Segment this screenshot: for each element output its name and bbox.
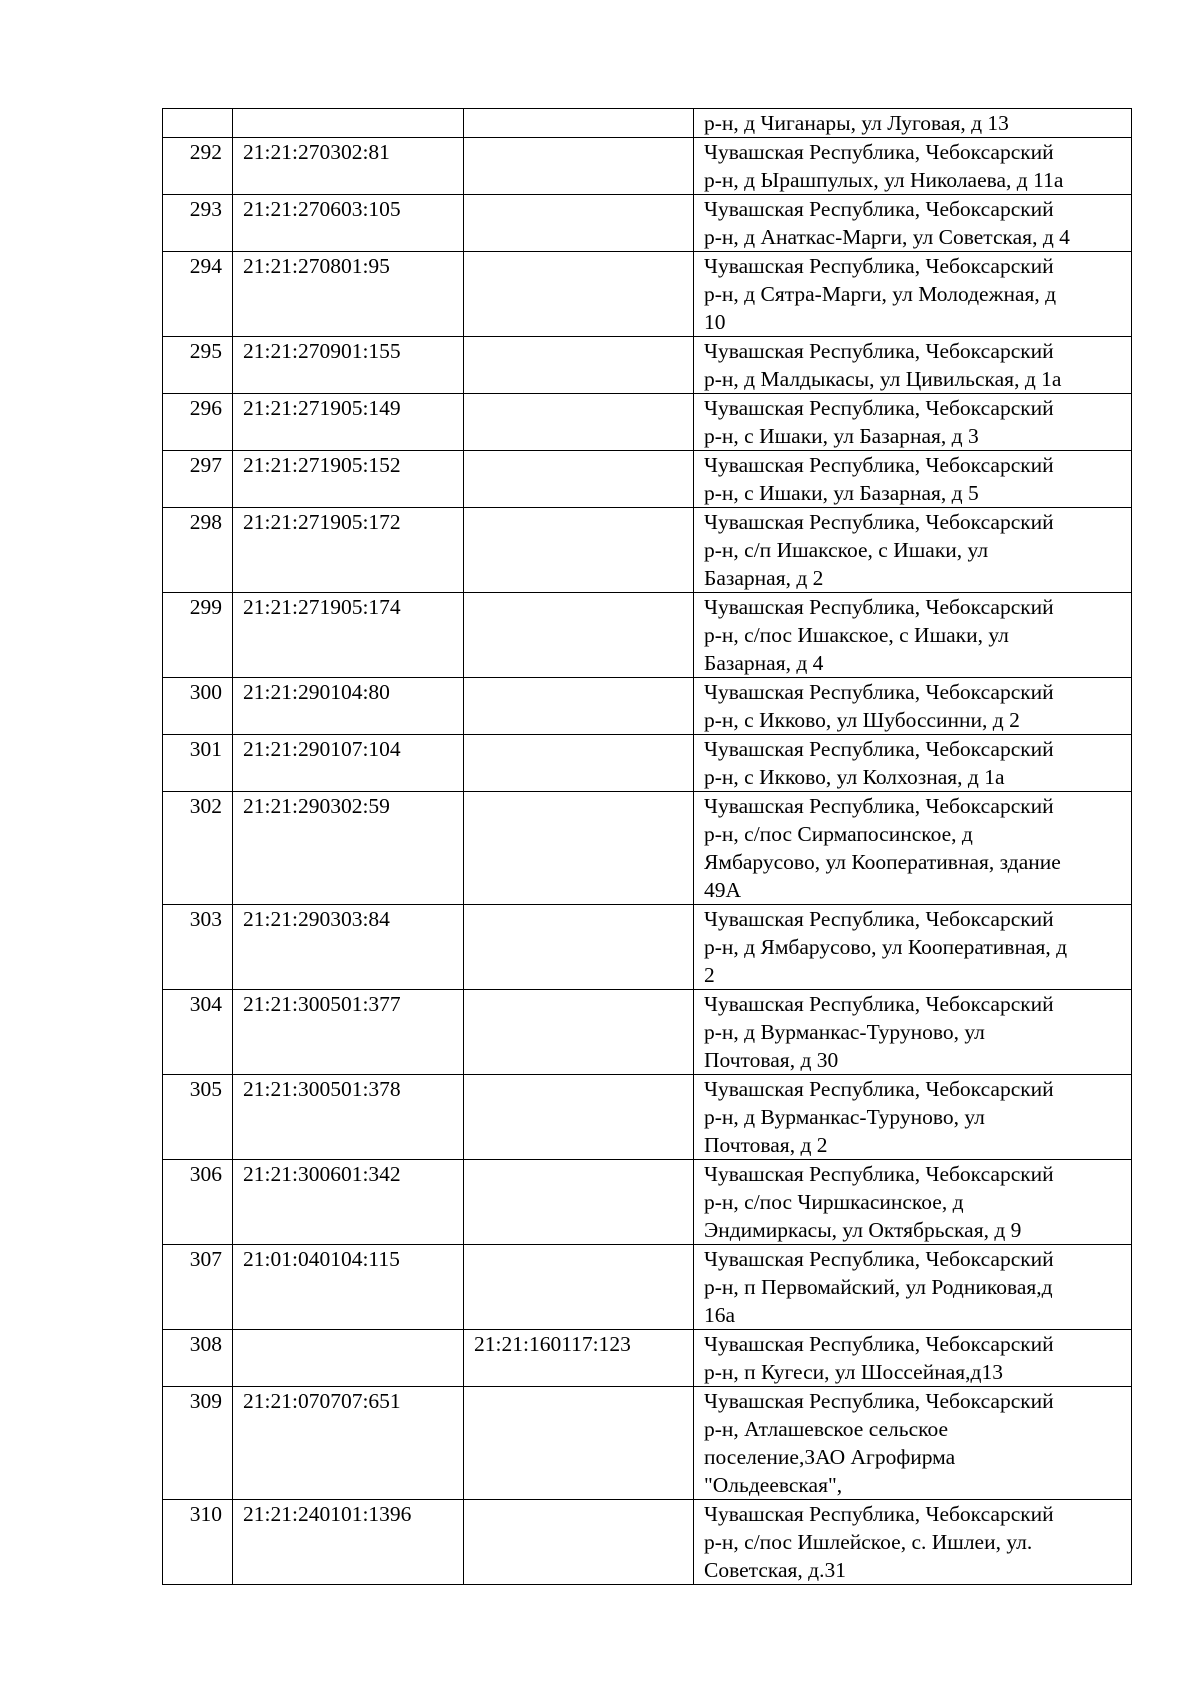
- table-row: [163, 1075, 1132, 1160]
- row-number-cell: 302: [163, 792, 233, 905]
- cadastral-number-cell: 21:21:290302:59: [233, 792, 464, 905]
- cadastral-number-secondary-cell: [464, 792, 694, 905]
- cadastral-number-secondary-cell: [464, 1245, 694, 1330]
- address-cell: Чувашская Республика, Чебоксарский р-н, д Вурманкас-Туруново, ул Почтовая, д 30: [694, 990, 1132, 1075]
- cadastral-number-cell: 21:01:040104:115: [233, 1245, 464, 1330]
- cadastral-number-cell: 21:21:270302:81: [233, 138, 464, 195]
- row-number-cell: 305: [163, 1075, 233, 1160]
- table-row: [163, 905, 1132, 990]
- cadastral-number-cell: 21:21:271905:149: [233, 394, 464, 451]
- cadastral-number-secondary-cell: [464, 735, 694, 792]
- address-cell: Чувашская Республика, Чебоксарский р-н, д Вурманкас-Туруново, ул Почтовая, д 2: [694, 1075, 1132, 1160]
- cadastral-number-cell: 21:21:290107:104: [233, 735, 464, 792]
- property-registry-table: [162, 108, 1132, 1585]
- cadastral-number-cell: 21:21:271905:172: [233, 508, 464, 593]
- cadastral-number-secondary-cell: [464, 905, 694, 990]
- table-row: [163, 593, 1132, 678]
- row-number-cell: 296: [163, 394, 233, 451]
- address-cell: Чувашская Республика, Чебоксарский р-н, с/пос Чиршкасинское, д Эндимиркасы, ул Октябрьская, д 9: [694, 1160, 1132, 1245]
- row-number-cell: 307: [163, 1245, 233, 1330]
- cadastral-number-cell: 21:21:300601:342: [233, 1160, 464, 1245]
- address-cell: Чувашская Республика, Чебоксарский р-н, с/пос Ишлейское, с. Ишлеи, ул. Советская, д.31: [694, 1500, 1132, 1585]
- cadastral-number-cell: 21:21:270901:155: [233, 337, 464, 394]
- table-row: [163, 1330, 1132, 1387]
- address-cell: Чувашская Республика, Чебоксарский р-н, Атлашевское сельское поселение,ЗАО Агрофирма "Ольдеевская",: [694, 1387, 1132, 1500]
- table-row: [163, 1387, 1132, 1500]
- row-number-cell: 298: [163, 508, 233, 593]
- address-cell: Чувашская Республика, Чебоксарский р-н, д Анаткас-Марги, ул Советская, д 4: [694, 195, 1132, 252]
- cadastral-number-cell: 21:21:271905:152: [233, 451, 464, 508]
- cadastral-number-cell: [233, 1330, 464, 1387]
- cadastral-number-secondary-cell: [464, 1387, 694, 1500]
- table-row: [163, 792, 1132, 905]
- address-cell: Чувашская Республика, Чебоксарский р-н, с Икково, ул Шубоссинни, д 2: [694, 678, 1132, 735]
- cadastral-number-secondary-cell: [464, 1075, 694, 1160]
- row-number-cell: 294: [163, 252, 233, 337]
- table-row: [163, 394, 1132, 451]
- row-number-cell: 310: [163, 1500, 233, 1585]
- table-row: [163, 990, 1132, 1075]
- row-number-cell: 300: [163, 678, 233, 735]
- cadastral-number-secondary-cell: [464, 394, 694, 451]
- table-row: [163, 109, 1132, 138]
- cadastral-number-cell: [233, 109, 464, 138]
- cadastral-number-secondary-cell: [464, 990, 694, 1075]
- address-cell: р-н, д Чиганары, ул Луговая, д 13: [694, 109, 1132, 138]
- cadastral-number-secondary-cell: [464, 508, 694, 593]
- address-cell: Чувашская Республика, Чебоксарский р-н, с Икково, ул Колхозная, д 1а: [694, 735, 1132, 792]
- cadastral-number-secondary-cell: [464, 138, 694, 195]
- table-row: [163, 337, 1132, 394]
- row-number-cell: 308: [163, 1330, 233, 1387]
- address-cell: Чувашская Республика, Чебоксарский р-н, д Ямбарусово, ул Кооперативная, д 2: [694, 905, 1132, 990]
- cadastral-number-secondary-cell: [464, 195, 694, 252]
- row-number-cell: 293: [163, 195, 233, 252]
- table-row: [163, 1160, 1132, 1245]
- cadastral-number-secondary-cell: [464, 593, 694, 678]
- cadastral-number-secondary-cell: [464, 451, 694, 508]
- address-cell: Чувашская Республика, Чебоксарский р-н, д Ырашпулых, ул Николаева, д 11а: [694, 138, 1132, 195]
- row-number-cell: 299: [163, 593, 233, 678]
- cadastral-number-cell: 21:21:240101:1396: [233, 1500, 464, 1585]
- table-row: [163, 678, 1132, 735]
- address-cell: Чувашская Республика, Чебоксарский р-н, с Ишаки, ул Базарная, д 3: [694, 394, 1132, 451]
- table-row: [163, 735, 1132, 792]
- cadastral-number-secondary-cell: [464, 109, 694, 138]
- address-cell: Чувашская Республика, Чебоксарский р-н, п Кугеси, ул Шоссейная,д13: [694, 1330, 1132, 1387]
- cadastral-number-cell: 21:21:270603:105: [233, 195, 464, 252]
- table-row: [163, 195, 1132, 252]
- row-number-cell: 304: [163, 990, 233, 1075]
- row-number-cell: 295: [163, 337, 233, 394]
- registry-table-body: [163, 109, 1132, 1585]
- cadastral-number-secondary-cell: 21:21:160117:123: [464, 1330, 694, 1387]
- cadastral-number-cell: 21:21:270801:95: [233, 252, 464, 337]
- table-row: [163, 138, 1132, 195]
- address-cell: Чувашская Республика, Чебоксарский р-н, с Ишаки, ул Базарная, д 5: [694, 451, 1132, 508]
- cadastral-number-secondary-cell: [464, 1160, 694, 1245]
- address-cell: Чувашская Республика, Чебоксарский р-н, п Первомайский, ул Родниковая,д 16а: [694, 1245, 1132, 1330]
- row-number-cell: 309: [163, 1387, 233, 1500]
- row-number-cell: 297: [163, 451, 233, 508]
- table-row: [163, 1500, 1132, 1585]
- address-cell: Чувашская Республика, Чебоксарский р-н, д Малдыкасы, ул Цивильская, д 1а: [694, 337, 1132, 394]
- address-cell: Чувашская Республика, Чебоксарский р-н, с/пос Сирмапосинское, д Ямбарусово, ул Кооперативная, здание 49А: [694, 792, 1132, 905]
- row-number-cell: 303: [163, 905, 233, 990]
- cadastral-number-secondary-cell: [464, 678, 694, 735]
- table-row: [163, 451, 1132, 508]
- row-number-cell: 301: [163, 735, 233, 792]
- address-cell: Чувашская Республика, Чебоксарский р-н, с/пос Ишакское, с Ишаки, ул Базарная, д 4: [694, 593, 1132, 678]
- cadastral-number-secondary-cell: [464, 252, 694, 337]
- cadastral-number-cell: 21:21:290104:80: [233, 678, 464, 735]
- row-number-cell: 306: [163, 1160, 233, 1245]
- cadastral-number-secondary-cell: [464, 337, 694, 394]
- cadastral-number-cell: 21:21:290303:84: [233, 905, 464, 990]
- cadastral-number-cell: 21:21:300501:378: [233, 1075, 464, 1160]
- cadastral-number-cell: 21:21:300501:377: [233, 990, 464, 1075]
- row-number-cell: [163, 109, 233, 138]
- row-number-cell: 292: [163, 138, 233, 195]
- cadastral-number-cell: 21:21:070707:651: [233, 1387, 464, 1500]
- address-cell: Чувашская Республика, Чебоксарский р-н, с/п Ишакское, с Ишаки, ул Базарная, д 2: [694, 508, 1132, 593]
- table-row: [163, 508, 1132, 593]
- cadastral-number-secondary-cell: [464, 1500, 694, 1585]
- table-row: [163, 252, 1132, 337]
- table-row: [163, 1245, 1132, 1330]
- address-cell: Чувашская Республика, Чебоксарский р-н, д Сятра-Марги, ул Молодежная, д 10: [694, 252, 1132, 337]
- cadastral-number-cell: 21:21:271905:174: [233, 593, 464, 678]
